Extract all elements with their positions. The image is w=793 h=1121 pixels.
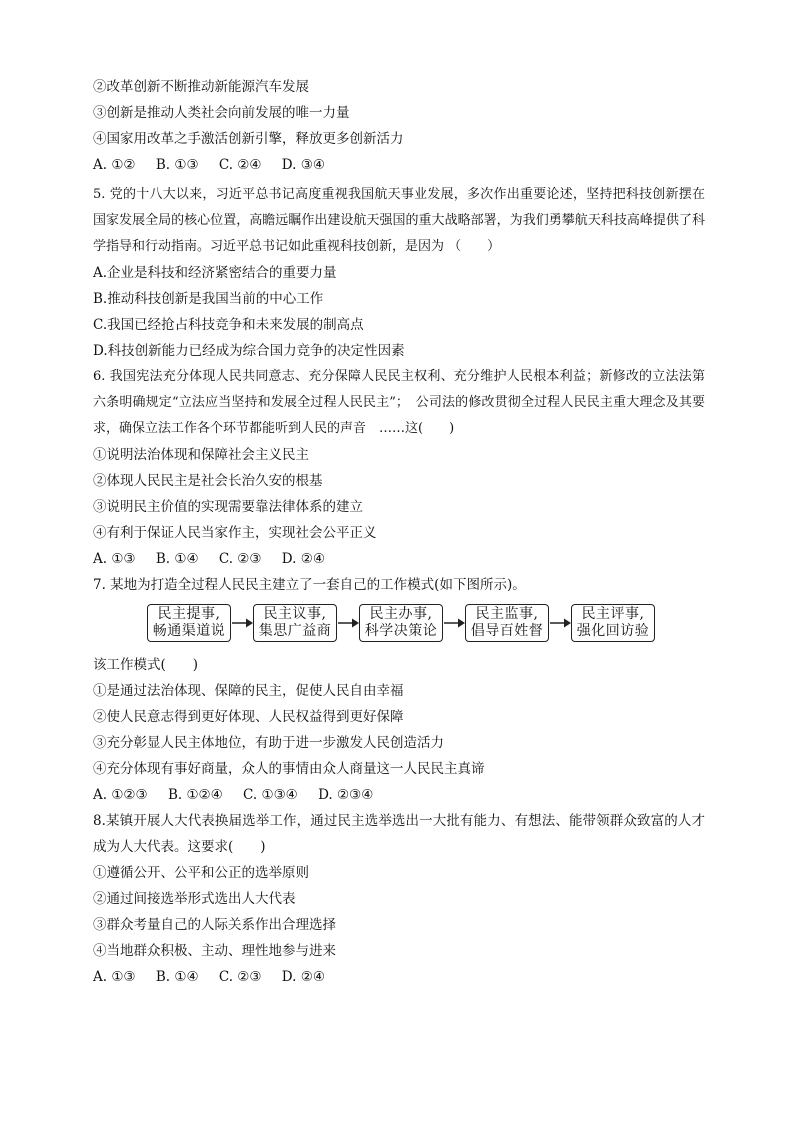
q6-answer-row [93,546,705,572]
q4-answer-row [93,152,705,178]
q7-option-3: ③充分彰显人民主体地位，有助于进一步激发人民创造活力 [93,735,444,751]
flow-box-2 [253,604,337,642]
q7-option-4: ④充分体现有事好商量，众人的事情由众人商量这一人民民主真谛 [93,761,485,777]
q6-answer-c: C. ②③ [218,551,262,567]
q7-answer-c: C. ①③④ [243,787,298,803]
q8-answer-a: A. ①③ [93,969,136,985]
q7-option-2: ②使人民意志得到更好体现、人民权益得到更好保障 [93,709,404,725]
flow-box-5 [571,604,655,642]
flow-box-3 [359,604,443,642]
q8-option-4: ④当地群众积极、主动、理性地参与进来 [93,943,336,959]
q6-stem: 6. 我国宪法充分体现人民共同意志、充分保障人民民主权利、充分维护人民根本利益；新修改的立法法第六条明确规定“立法应当坚持和发展全过程人民民主”； 公司法的修改贯彻全过程人民民主重大理念及其要求，确保立法工作各个环节都能听到人民的声音 ……这( ) [93,369,705,436]
flow-box-3-line2: 科学决策论 [364,623,438,639]
q5-stem: 5. 党的十八大以来，习近平总书记高度重视我国航天事业发展，多次作出重要论述，坚持把科技创新摆在国家发展全局的核心位置，高瞻远瞩作出建设航天强国的重大战略部署，为我们勇攀航天科技高峰提供了科学指导和行动指南。习近平总书记如此重视科技创新，是因为 （ ） [93,187,705,254]
q8-answer-b: B. ①④ [155,969,199,985]
q8-stem: 8.某镇开展人大代表换届选举工作，通过民主选举选出一大批有能力、有想法、能带领群众致富的人才成为人大代表。这要求( ) [93,813,705,855]
q8-option-2: ②通过间接选举形式选出人大代表 [93,891,296,907]
flow-arrow-icon [550,616,572,630]
flow-arrow-icon [232,616,254,630]
q8-answer-d: D. ②④ [281,969,325,985]
flow-arrow-icon [444,616,466,630]
q7-flow-diagram [147,598,705,650]
flow-box-2-line2: 集思广益商 [258,623,332,639]
q7-prompt: 该工作模式( ) [93,657,199,673]
q8-answer-c: C. ②③ [218,969,262,985]
q7-answer-row [93,782,705,808]
flow-box-2-line1: 民主议事, [263,606,327,622]
q5-option-d: D.科技创新能力已经成为综合国力竞争的决定性因素 [93,343,405,359]
q4-option-4: ④国家用改革之手激活创新引擎，释放更多创新活力 [93,131,404,147]
q6-answer-a: A. ①③ [93,551,136,567]
q5-option-c: C.我国已经抢占科技竞争和未来发展的制高点 [93,317,364,333]
q5-option-a: A.企业是科技和经济紧密结合的重要力量 [93,265,337,281]
q5-option-b: B.推动科技创新是我国当前的中心工作 [93,291,324,307]
q7-answer-d: D. ②③④ [318,787,374,803]
flow-box-1-line1: 民主提事, [157,606,221,622]
q8-option-3: ③群众考量自己的人际关系作出合理选择 [93,917,336,933]
q4-answer-d: D. ③④ [281,157,325,173]
q7-option-1: ①是通过法治体现、保障的民主，促使人民自由幸福 [93,683,404,699]
q6-option-1: ①说明法治体现和保障社会主义民主 [93,447,309,463]
flow-box-4-line2: 倡导百姓督 [470,623,544,639]
q6-answer-b: B. ①④ [155,551,199,567]
q6-answer-d: D. ②④ [281,551,325,567]
flow-box-1 [147,604,231,642]
q6-option-3: ③说明民主价值的实现需要靠法律体系的建立 [93,499,363,515]
q6-option-2: ②体现人民民主是社会长治久安的根基 [93,473,323,489]
q4-answer-b: B. ①③ [155,157,199,173]
exam-page [93,74,705,990]
q4-option-2: ②改革创新不断推动新能源汽车发展 [93,79,309,95]
q6-option-4: ④有利于保证人民当家作主，实现社会公平正义 [93,525,377,541]
q4-answer-c: C. ②④ [218,157,262,173]
q7-answer-a: A. ①②③ [93,787,148,803]
q4-option-3: ③创新是推动人类社会向前发展的唯一力量 [93,105,350,121]
flow-box-5-line1: 民主评事, [581,606,645,622]
flow-box-4-line1: 民主监事, [475,606,539,622]
flow-box-5-line2: 强化回访验 [576,623,650,639]
q7-answer-b: B. ①②④ [167,787,223,803]
flow-box-3-line1: 民主办事, [369,606,433,622]
flow-box-1-line2: 畅通渠道说 [152,623,226,639]
q8-answer-row [93,964,705,990]
q4-answer-a: A. ①② [93,157,136,173]
q8-option-1: ①遵循公开、公平和公正的选举原则 [93,865,309,881]
flow-box-4 [465,604,549,642]
q7-stem: 7. 某地为打造全过程人民民主建立了一套自己的工作模式(如下图所示)。 [93,577,526,593]
flow-arrow-icon [338,616,360,630]
